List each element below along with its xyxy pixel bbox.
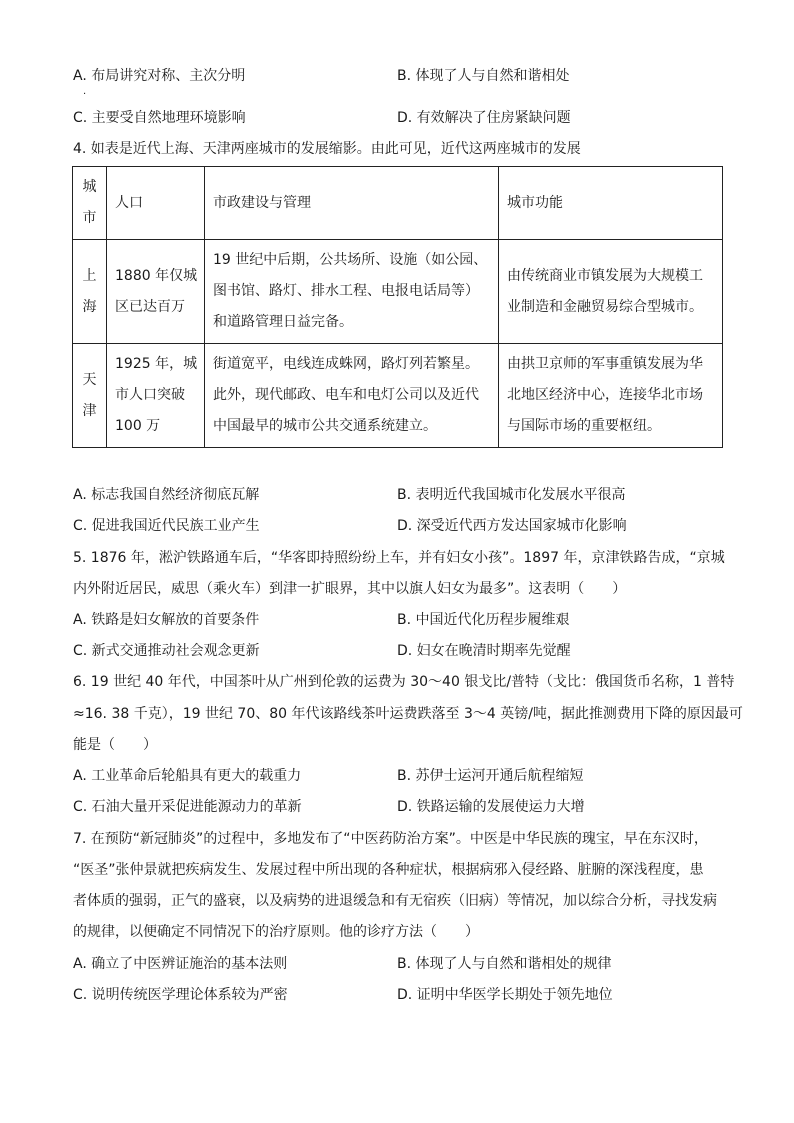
q5-option-c[interactable]: C. 新式交通推动社会观念更新: [73, 643, 260, 659]
q5-stem-line-1: 5. 1876 年，淞沪铁路通车后，“华客即持照纷纷上车，并有妇女小孩”。1897 年，京津铁路告成，“京城: [73, 550, 725, 566]
q3-option-d[interactable]: D. 有效解决了住房紧缺问题: [397, 110, 571, 126]
q3-option-b[interactable]: B. 体现了人与自然和谐相处: [397, 68, 570, 84]
q6-option-d[interactable]: D. 铁路运输的发展使运力大增: [397, 799, 585, 815]
city-cell: 上 海: [73, 240, 107, 344]
q6-stem-line-1: 6. 19 世纪 40 年代，中国茶叶从广州到伦敦的运费为 30～40 银戈比/普特（戈比：俄国货币名称，1 普特: [73, 674, 735, 690]
q7-option-b[interactable]: B. 体现了人与自然和谐相处的规律: [397, 956, 612, 972]
q6-stem-line-2: ≈16. 38 千克），19 世纪 70、80 年代该路线茶叶运费跌落至 3～4 英镑/吨，据此推测费用下降的原因最可: [73, 706, 743, 722]
q7-stem-line-4: 的规律，以便确定不同情况下的治疗原则。他的诊疗方法（ ）: [73, 924, 479, 940]
population-cell: 1925 年，城 市人口突破 100 万: [107, 344, 205, 448]
q7-stem-line-2: “医圣”张仲景就把疾病发生、发展过程中所出现的各种症状，根据病邪入侵经路、脏腑的深浅程度，患: [73, 862, 704, 878]
city-cell: 天 津: [73, 344, 107, 448]
q6-option-a[interactable]: A. 工业革命后轮船具有更大的载重力: [73, 768, 302, 784]
q7-option-d[interactable]: D. 证明中华医学长期处于领先地位: [397, 987, 613, 1003]
q4-option-a[interactable]: A. 标志我国自然经济彻底瓦解: [73, 487, 260, 503]
q4-stem: 4. 如表是近代上海、天津两座城市的发展缩影。由此可见，近代这两座城市的发展: [73, 141, 581, 157]
q6-stem-line-3: 能是（ ）: [73, 737, 157, 753]
municipal-cell: 19 世纪中后期，公共场所、设施（如公园、 图书馆、路灯、排水工程、电报电话局等） 和道路管理日益完备。: [205, 240, 499, 344]
q7-stem-line-3: 者体质的强弱，正气的盛衰，以及病势的进退缓急和有无宿疾（旧病）等情况，加以综合分析，寻找发病: [73, 893, 717, 909]
q5-option-b[interactable]: B. 中国近代化历程步履维艰: [397, 612, 570, 628]
table-row-tianjin: [73, 344, 723, 448]
table-row-shanghai: [73, 240, 723, 344]
function-cell: 由拱卫京师的军事重镇发展为华 北地区经济中心，连接华北市场 与国际市场的重要枢纽。: [499, 344, 723, 448]
stray-dot: .: [83, 86, 87, 97]
q5-option-a[interactable]: A. 铁路是妇女解放的首要条件: [73, 612, 260, 628]
header-municipal: 市政建设与管理: [205, 167, 499, 240]
q7-option-a[interactable]: A. 确立了中医辨证施治的基本法则: [73, 956, 288, 972]
q4-option-b[interactable]: B. 表明近代我国城市化发展水平很高: [397, 487, 626, 503]
q3-option-a[interactable]: A. 布局讲究对称、主次分明: [73, 68, 246, 84]
municipal-cell: 街道宽平，电线连成蛛网，路灯列若繁星。 此外，现代邮政、电车和电灯公司以及近代 中国最早的城市公共交通系统建立。: [205, 344, 499, 448]
q5-stem-line-2: 内外附近居民，威思（乘火车）到津一扩眼界，其中以旗人妇女为最多”。这表明（ ）: [73, 581, 627, 597]
function-cell: 由传统商业市镇发展为大规模工 业制造和金融贸易综合型城市。: [499, 240, 723, 344]
q5-option-d[interactable]: D. 妇女在晚清时期率先觉醒: [397, 643, 571, 659]
q7-option-c[interactable]: C. 说明传统医学理论体系较为严密: [73, 987, 288, 1003]
q4-option-c[interactable]: C. 促进我国近代民族工业产生: [73, 518, 260, 534]
header-population: 人口: [107, 167, 205, 240]
table-header-row: [73, 167, 723, 240]
q6-option-c[interactable]: C. 石油大量开采促进能源动力的革新: [73, 799, 302, 815]
population-cell: 1880 年仅城 区已达百万: [107, 240, 205, 344]
header-function: 城市功能: [499, 167, 723, 240]
q3-option-c[interactable]: C. 主要受自然地理环境影响: [73, 110, 246, 126]
q4-option-d[interactable]: D. 深受近代西方发达国家城市化影响: [397, 518, 627, 534]
q7-stem-line-1: 7. 在预防“新冠肺炎”的过程中，多地发布了“中医药防治方案”。中医是中华民族的瑰宝，早在东汉时，: [73, 831, 708, 847]
q6-option-b[interactable]: B. 苏伊士运河开通后航程缩短: [397, 768, 584, 784]
header-city: 城 市: [73, 167, 107, 240]
q4-table: [72, 166, 723, 448]
